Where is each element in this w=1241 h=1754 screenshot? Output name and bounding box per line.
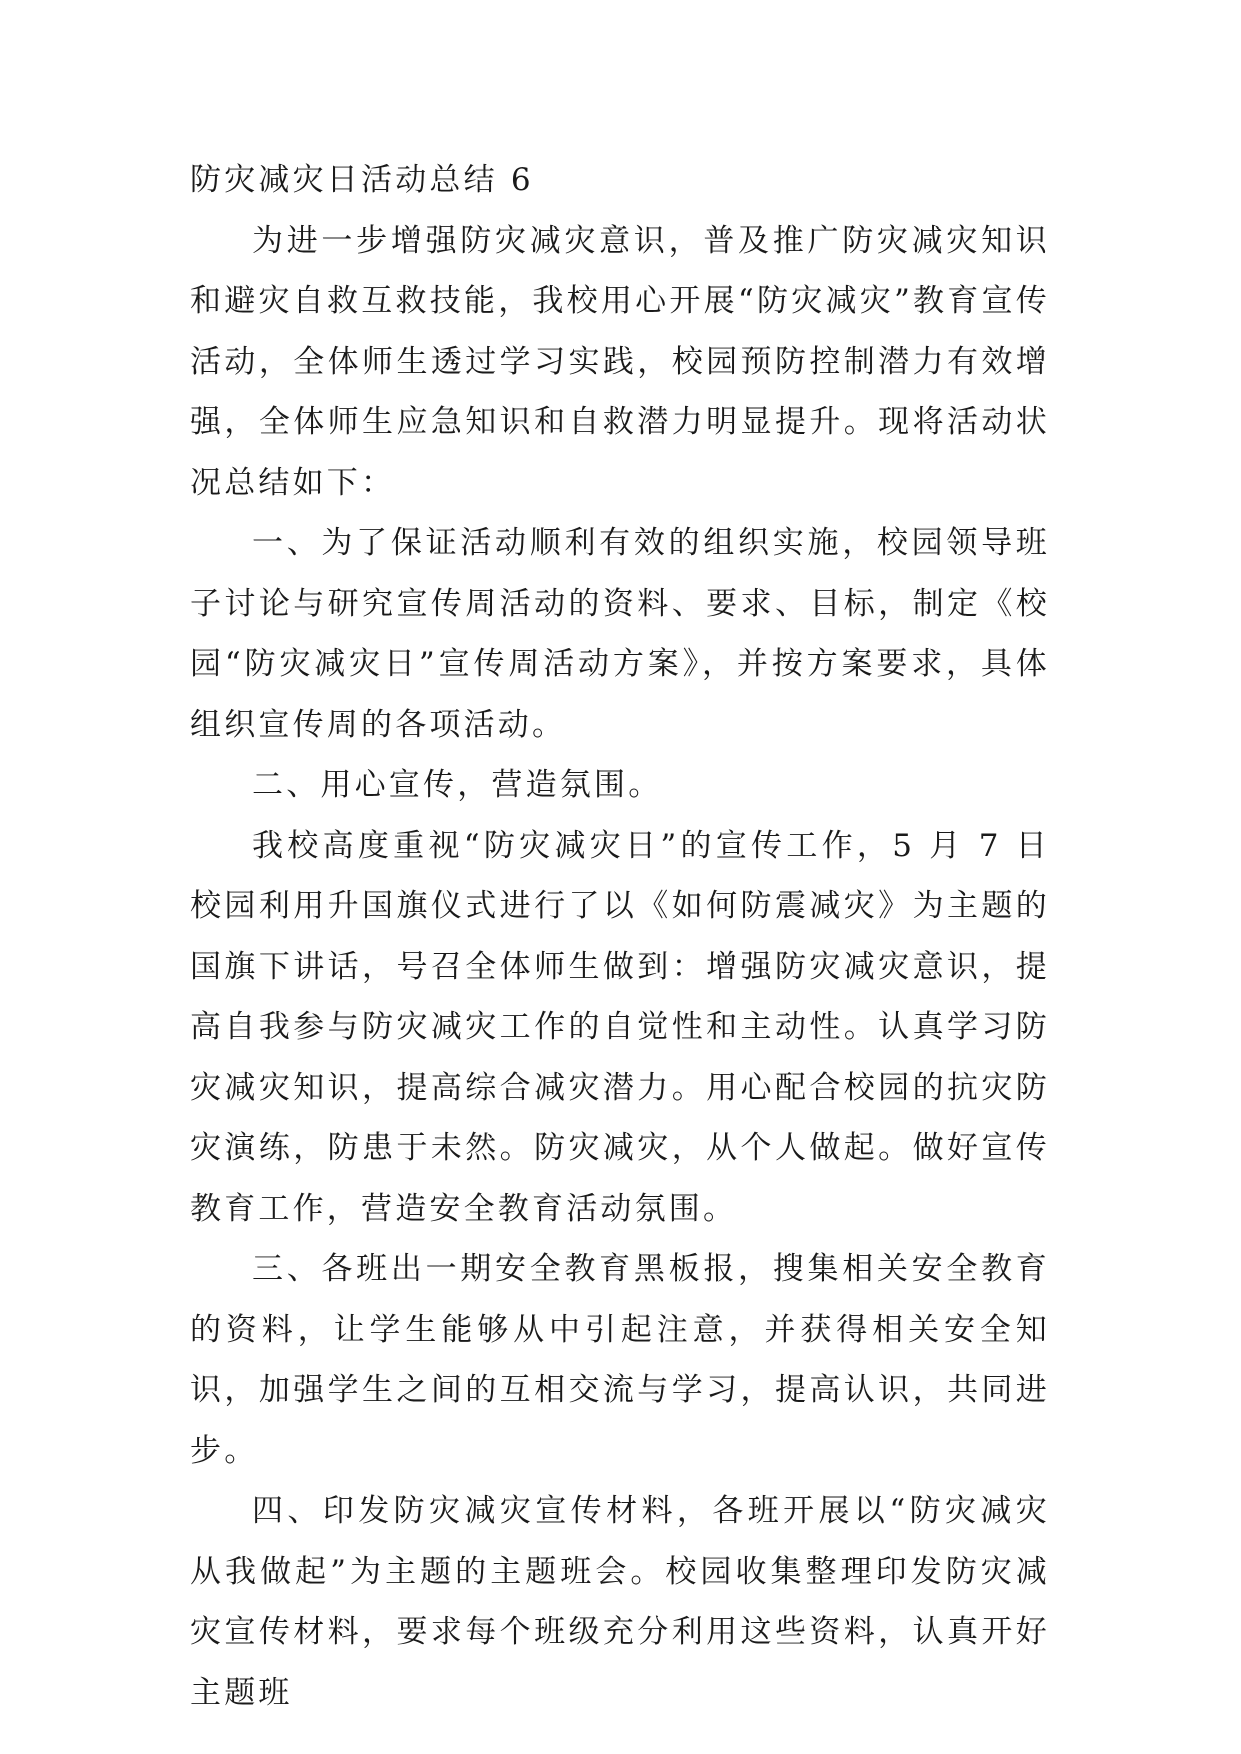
paragraph-section-2-body: 我校高度重视“防灾减灾日”的宣传工作，5 月 7 日校园利用升国旗仪式进行了以《如何防震减灾》为主题的国旗下讲话，号召全体师生做到：增强防灾减灾意识，提高自我参与防灾减灾工作的自觉性和主动性。认真学习防灾减灾知识，提高综合减灾潜力。用心配合校园的抗灾防灾演练，防患于未然。防灾减灾，从个人做起。做好宣传教育工作，营造安全教育活动氛围。 bbox=[190, 827, 1050, 1227]
paragraph-section-2-heading: 二、用心宣传，营造氛围。 bbox=[252, 767, 663, 803]
paragraph-section-4: 四、印发防灾减灾宣传材料，各班开展以“防灾减灾从我做起”为主题的主题班会。校园收集整理印发防灾减灾宣传材料，要求每个班级充分利用这些资料，认真开好主题班 bbox=[190, 1493, 1050, 1711]
paragraph-intro: 为进一步增强防灾减灾意识，普及推广防灾减灾知识和避灾自救互救技能，我校用心开展“防灾减灾”教育宣传活动，全体师生透过学习实践，校园预防控制潜力有效增强，全体师生应急知识和自救潜力明显提升。现将活动状况总结如下： bbox=[190, 222, 1050, 501]
paragraph-section-3: 三、各班出一期安全教育黑板报，搜集相关安全教育的资料，让学生能够从中引起注意，并获得相关安全知识，加强学生之间的互相交流与学习，提高认识，共同进步。 bbox=[190, 1251, 1050, 1469]
document-body bbox=[190, 150, 1050, 1723]
document-title: 防灾减灾日活动总结 6 bbox=[190, 162, 534, 198]
paragraph-section-1: 一、为了保证活动顺利有效的组织实施，校园领导班子讨论与研究宣传周活动的资料、要求、目标，制定《校园“防灾减灾日”宣传周活动方案》，并按方案要求，具体组织宣传周的各项活动。 bbox=[190, 525, 1050, 743]
